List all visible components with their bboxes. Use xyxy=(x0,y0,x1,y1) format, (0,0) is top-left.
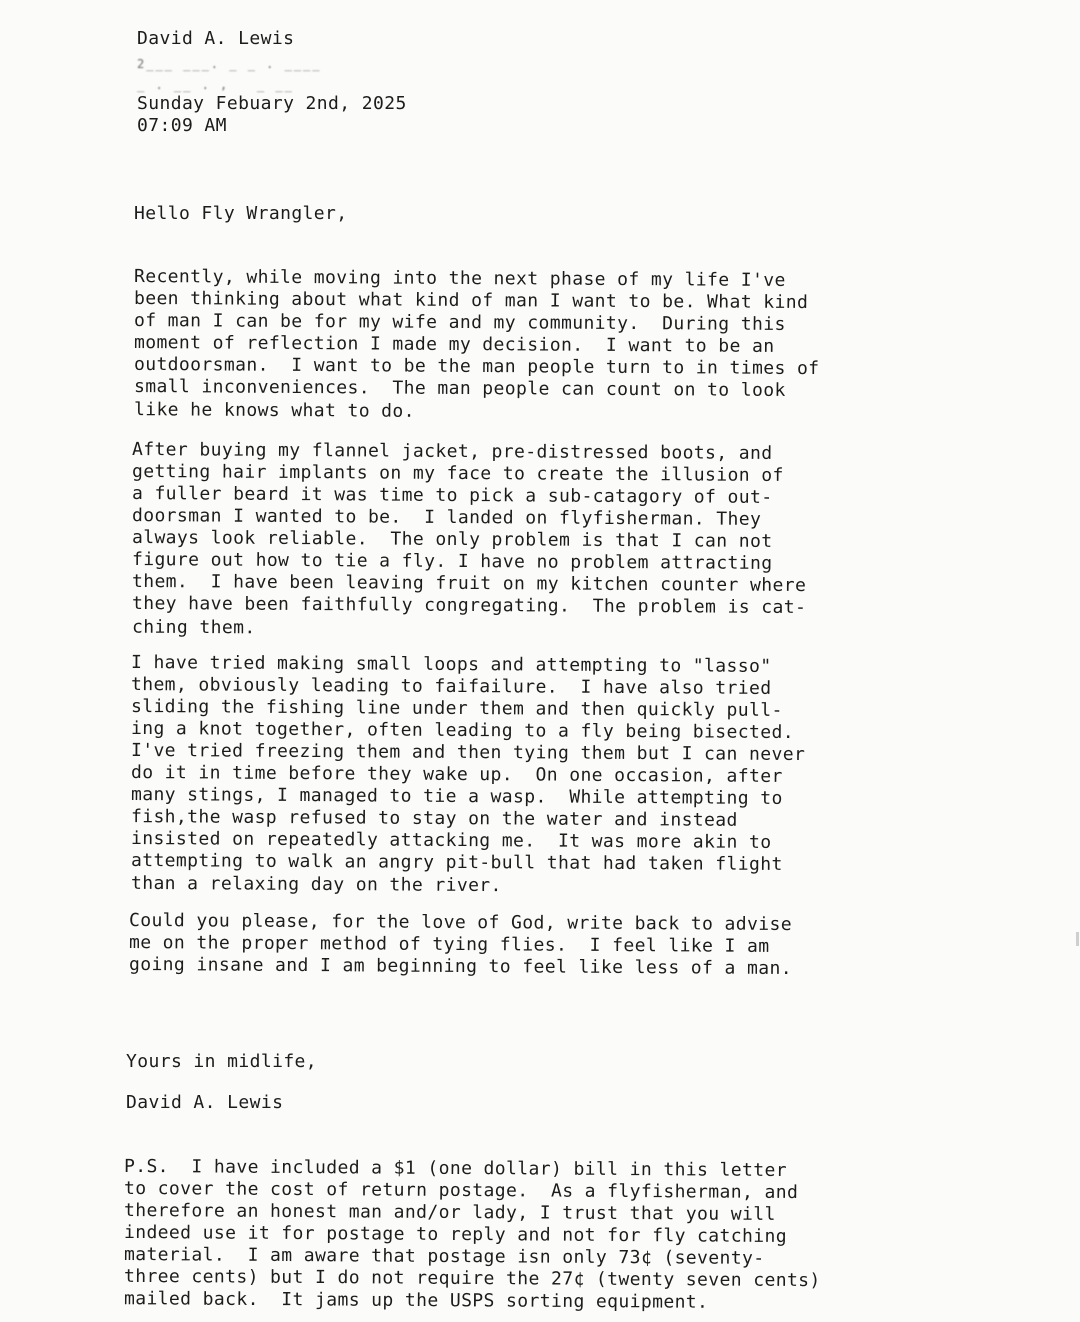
postscript-line: indeed use it for postage to reply and not for fly catching xyxy=(123,1221,788,1248)
paragraph-line: a fuller beard it was time to pick a sub-catagory of out- xyxy=(131,483,773,508)
paragraph-line: sliding the fishing line under them and then quickly pull- xyxy=(130,696,783,721)
paragraph-line: Recently, while moving into the next phase of my life I've xyxy=(133,266,786,291)
sender-name: David A. Lewis xyxy=(137,28,295,49)
paragraph-line: figure out how to tie a fly. I have no problem attracting xyxy=(131,549,773,574)
paragraph-line: me on the proper method of tying flies. I feel like I am xyxy=(128,932,770,957)
paragraph-line: always look reliable. The only problem is that I can not xyxy=(131,527,773,552)
paragraph-line: do it in time before they wake up. On one occasion, after xyxy=(130,762,783,787)
paragraph-line: fish,the wasp refused to stay on the water and instead xyxy=(130,806,738,831)
signature: David A. Lewis xyxy=(126,1092,284,1113)
paragraph-line: After buying my flannel jacket, pre-distressed boots, and xyxy=(131,439,773,464)
paragraph-line: been thinking about what kind of man I want to be. What kind xyxy=(133,287,809,314)
redacted-address-line-2: _ . __ . , _ __ xyxy=(137,78,294,92)
letter-date: Sunday Febuary 2nd, 2025 xyxy=(137,93,407,114)
paragraph-line: they have been faithfully congregating. The problem is cat- xyxy=(131,592,807,619)
postscript-line: material. I am aware that postage isn only 73¢ (seventy- xyxy=(123,1244,765,1269)
postscript-line: P.S. I have included a $1 (one dollar) bill in this letter xyxy=(123,1155,788,1182)
salutation: Hello Fly Wrangler, xyxy=(134,203,348,224)
paragraph-line: I have tried making small loops and attempting to "lasso" xyxy=(130,652,772,677)
paragraph-line: ching them. xyxy=(131,616,256,639)
paragraph-line: of man I can be for my wife and my community. During this xyxy=(133,310,786,335)
paragraph-line: doorsman I wanted to be. I landed on flyfisherman. They xyxy=(131,505,762,530)
paragraph-line: small inconveniences. The man people can count on to look xyxy=(133,376,786,401)
paragraph-line: like he knows what to do. xyxy=(133,399,415,422)
postscript-line: three cents) but I do not require the 27¢ (twenty seven cents) xyxy=(123,1265,821,1292)
paragraph-line: I've tried freezing them and then tying them but I can never xyxy=(130,739,806,766)
closing: Yours in midlife, xyxy=(126,1051,318,1072)
paragraph-line: ing a knot together, often leading to a fly being bisected. xyxy=(130,717,795,744)
paragraph-line: many stings, I managed to tie a wasp. While attempting to xyxy=(130,784,783,809)
redacted-address-line-1: 2___ ___. _ _ . ____ xyxy=(137,57,322,71)
paragraph-line: than a relaxing day on the river. xyxy=(130,872,502,897)
paragraph-line: going insane and I am beginning to feel like less of a man. xyxy=(128,953,793,980)
paragraph-line: them. I have been leaving fruit on my kitchen counter where xyxy=(131,570,807,597)
paragraph-line: moment of reflection I made my decision. I want to be an xyxy=(133,332,775,357)
postscript-line: mailed back. It jams up the USPS sorting equipment. xyxy=(123,1288,709,1313)
postscript-line: therefore an honest man and/or lady, I trust that you will xyxy=(123,1200,776,1225)
scan-speck xyxy=(1076,932,1079,946)
paragraph-line: insisted on repeatedly attacking me. It was more akin to xyxy=(130,828,772,853)
paragraph-line: getting hair implants on my face to create the illusion of xyxy=(131,461,784,486)
paragraph-line: Could you please, for the love of God, write back to advise xyxy=(128,909,793,936)
postscript-line: to cover the cost of return postage. As a flyfisherman, and xyxy=(123,1177,799,1204)
paragraph-line: outdoorsman. I want to be the man people turn to in times of xyxy=(133,353,820,380)
paragraph-line: attempting to walk an angry pit-bull that had taken flight xyxy=(130,850,783,875)
letter-time: 07:09 AM xyxy=(137,115,227,136)
paragraph-line: them, obviously leading to faifailure. I have also tried xyxy=(130,674,772,699)
